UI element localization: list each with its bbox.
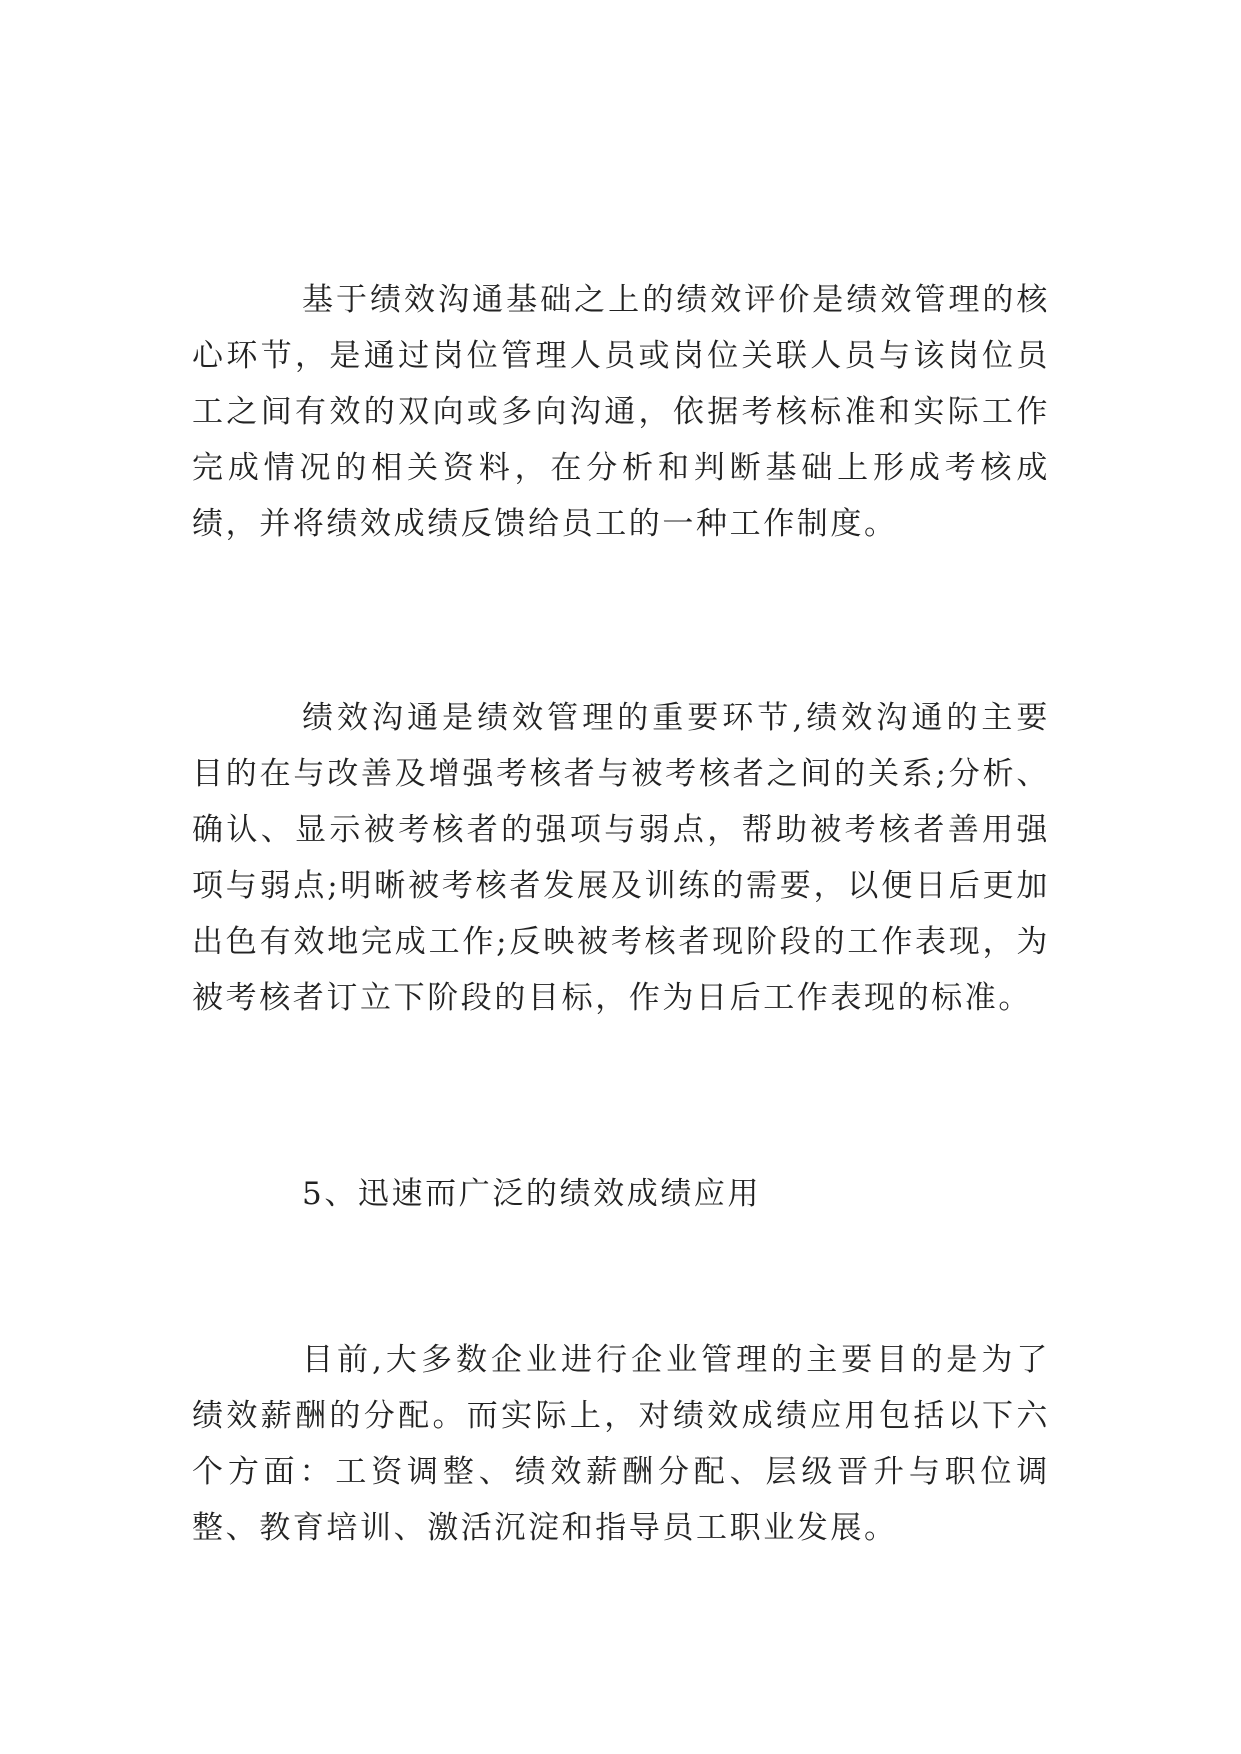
paragraph-performance-application: 目前,大多数企业进行企业管理的主要目的是为了绩效薪酬的分配。而实际上，对绩效成绩应用包括以下六个方面：工资调整、绩效薪酬分配、层级晋升与职位调整、教育培训、激活沉淀和指导员工职业发展。 xyxy=(192,1342,1050,1546)
section-heading: 5、迅速而广泛的绩效成绩应用 xyxy=(302,1176,762,1212)
paragraph-performance-communication: 绩效沟通是绩效管理的重要环节,绩效沟通的主要目的在与改善及增强考核者与被考核者之间的关系;分析、确认、显示被考核者的强项与弱点，帮助被考核者善用强项与弱点;明晰被考核者发展及训练的需要，以便日后更加出色有效地完成工作;反映被考核者现阶段的工作表现，为被考核者订立下阶段的目标，作为日后工作表现的标准。 xyxy=(192,700,1050,1016)
paragraph-performance-evaluation: 基于绩效沟通基础之上的绩效评价是绩效管理的核心环节，是通过岗位管理人员或岗位关联人员与该岗位员工之间有效的双向或多向沟通，依据考核标准和实际工作完成情况的相关资料，在分析和判断基础上形成考核成绩，并将绩效成绩反馈给员工的一种工作制度。 xyxy=(192,282,1050,542)
